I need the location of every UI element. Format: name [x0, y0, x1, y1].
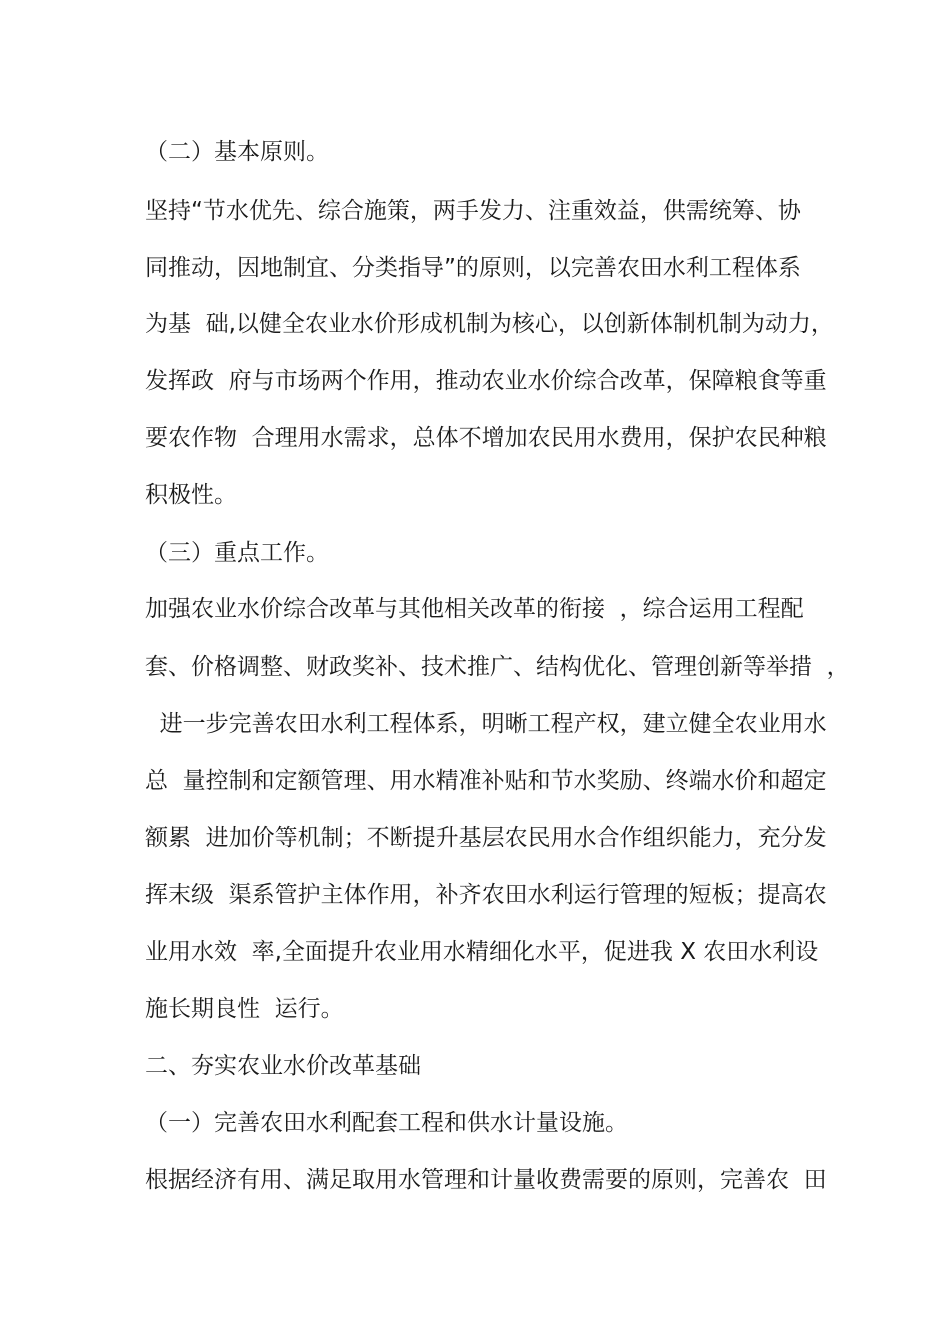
paragraph-line: 坚持“节水优先、综合施策，两手发力、注重效益，供需统筹、协: [145, 198, 801, 224]
paragraph-line: 业用水效 率,全面提升农业用水精细化水平，促进我 X 农田水利设: [145, 939, 819, 965]
paragraph-line: 加强农业水价综合改革与其他相关改革的衔接 ，综合运用工程配: [145, 596, 804, 622]
paragraph-line: 发挥政 府与市场两个作用，推动农业水价综合改革，保障粮食等重: [145, 368, 827, 394]
subheading-key-work: （三）重点工作。: [145, 540, 329, 566]
paragraph-line: 挥末级 渠系管护主体作用，补齐农田水利运行管理的短板；提高农: [145, 882, 827, 908]
subheading-basic-principles: （二）基本原则。: [145, 139, 329, 165]
paragraph-line: 总 量控制和定额管理、用水精准补贴和节水奖励、终端水价和超定: [145, 768, 827, 794]
paragraph-line: 施长期良性 运行。: [145, 996, 344, 1022]
subheading-irrigation-facilities: （一）完善农田水利配套工程和供水计量设施。: [145, 1110, 628, 1136]
paragraph-line: 套、价格调整、财政奖补、技术推广、结构优化、管理创新等举措 ，: [145, 654, 850, 680]
paragraph-line: 根据经济有用、满足取用水管理和计量收费需要的原则，完善农 田: [145, 1167, 827, 1193]
paragraph-line: 进一步完善农田水利工程体系，明晰工程产权，建立健全农业用水: [145, 711, 827, 737]
paragraph-line: 积极性。: [145, 482, 237, 508]
paragraph-line: 额累 进加价等机制；不断提升基层农民用水合作组织能力，充分发: [145, 825, 827, 851]
paragraph-line: 为基 础,以健全农业水价形成机制为核心，以创新体制机制为动力，: [145, 311, 834, 337]
paragraph-line: 要农作物 合理用水需求，总体不增加农民用水费用，保护农民种粮: [145, 425, 827, 451]
section-heading: 二、夯实农业水价改革基础: [145, 1053, 421, 1079]
paragraph-line: 同推动，因地制宜、分类指导”的原则，以完善农田水利工程体系: [145, 255, 801, 281]
